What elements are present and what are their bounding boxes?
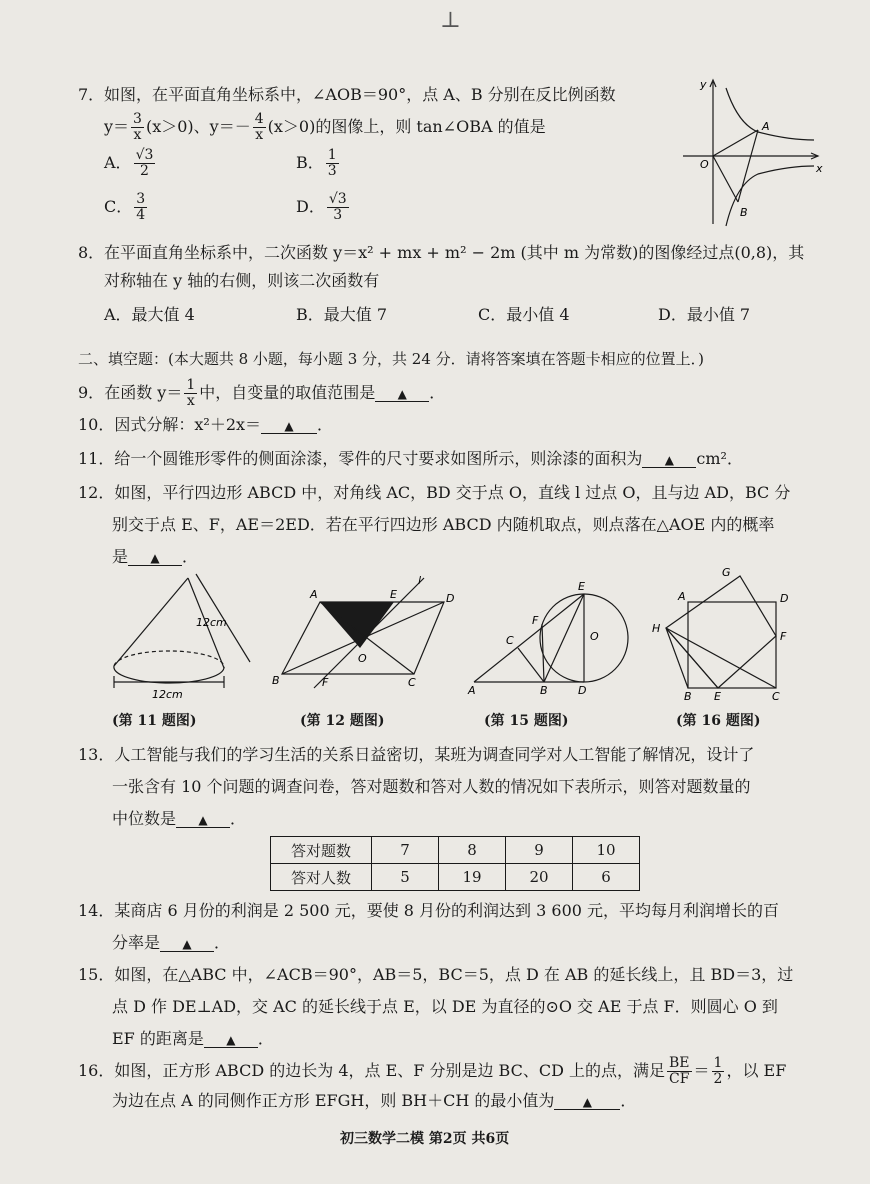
point-a-label: A xyxy=(762,120,770,133)
figure-15-circle xyxy=(466,578,646,698)
table-cell: 8 xyxy=(439,837,506,864)
table-cell: 答对题数 xyxy=(271,837,372,864)
q8-option-a: A．最大值 4 xyxy=(104,305,195,324)
table-cell: 9 xyxy=(506,837,573,864)
figure-12-parallelogram xyxy=(268,570,468,700)
table-cell: 5 xyxy=(372,864,439,891)
q16-line2: 为边在点 A 的同侧作正方形 EFGH，则 BH＋CH 的最小值为 ▲ ． xyxy=(112,1091,637,1110)
table-row xyxy=(271,837,640,864)
table-cell: 答对人数 xyxy=(271,864,372,891)
y-axis-label: y xyxy=(700,78,707,91)
q7-option-a: A． $\frac{√3}{2}$ xyxy=(104,147,154,179)
q15-line2: 点 D 作 DE⊥AD，交 AC 的延长线于点 E，以 DE 为直径的⊙O 交 AE 于点 F．则圆心 O 到 xyxy=(112,997,778,1016)
table-cell: 20 xyxy=(506,864,573,891)
label: D xyxy=(578,684,587,697)
table-cell: 19 xyxy=(439,864,506,891)
origin-label: O xyxy=(700,158,709,171)
base-diameter-label: 12cm xyxy=(152,688,183,701)
label: B xyxy=(272,674,280,687)
label: E xyxy=(390,588,397,601)
fraction: $\frac{3}{x}$ xyxy=(133,111,142,143)
label: O xyxy=(590,630,599,643)
section-2-title: 二、填空题：(本大题共 8 小题，每小题 3 分，共 24 分．请将答案填在答题卡相应的位置上．) xyxy=(78,350,704,368)
q13-line3: 中位数是 ▲ ． xyxy=(112,809,247,828)
q7-line1: 7．如图，在平面直角坐标系中，∠AOB＝90°，点 A、B 分别在反比例函数 xyxy=(78,82,616,108)
label: F xyxy=(780,630,787,643)
label: B xyxy=(540,684,548,697)
label: B xyxy=(684,690,692,702)
answer-blank: ▲ xyxy=(554,1095,620,1110)
q7-figure xyxy=(678,74,828,234)
table-cell: 6 xyxy=(573,864,640,891)
answer-blank: ▲ xyxy=(160,937,214,952)
page-footer: 初三数学二模 第2页 共6页 xyxy=(340,1131,510,1147)
label: l xyxy=(418,574,422,587)
answer-blank: ▲ xyxy=(642,453,696,468)
q15-line3: EF 的距离是 ▲ ． xyxy=(112,1029,274,1048)
figure-16-squares xyxy=(648,562,808,702)
q9: 9．在函数 y＝ $\frac{1}{x}$ 中，自变量的取值范围是 ▲ ． xyxy=(78,377,446,409)
answer-blank: ▲ xyxy=(261,419,317,434)
label: E xyxy=(714,690,721,702)
q8-number: 8． xyxy=(78,243,105,262)
table-row xyxy=(271,864,640,891)
q7-number: 7． xyxy=(78,85,105,104)
label: D xyxy=(446,592,455,605)
label: F xyxy=(532,614,539,627)
q7-option-d: D． $\frac{√3}{3}$ xyxy=(296,191,347,223)
q8-line2: 对称轴在 y 轴的右侧，则该二次函数有 xyxy=(104,271,380,290)
figure-16-caption: (第 16 题图) xyxy=(676,713,761,729)
table-cell: 7 xyxy=(372,837,439,864)
header-mark: ⊥ xyxy=(440,8,461,33)
label: C xyxy=(506,634,514,647)
x-axis-label: x xyxy=(816,162,823,175)
figure-15-caption: (第 15 题图) xyxy=(484,713,569,729)
figure-11-cone xyxy=(100,570,260,710)
q7-line2: y＝ $\frac{3}{x}$ (x＞0)、y＝－ $\frac{4}{x}$ (x＞0)的图像上，则 tan∠OBA 的值是 xyxy=(104,111,546,143)
fraction: $\frac{4}{x}$ xyxy=(254,111,264,143)
figure-11-caption: (第 11 题图) xyxy=(112,713,197,729)
figure-12-caption: (第 12 题图) xyxy=(300,713,385,729)
q12-line2: 别交于点 E、F，AE＝2ED．若在平行四边形 ABCD 内随机取点，则点落在△AOE 内的概率 xyxy=(112,515,775,534)
q10: 10．因式分解：x²＋2x＝ ▲ ． xyxy=(78,415,334,434)
slant-height-label: 12cm xyxy=(196,616,227,629)
label: C xyxy=(408,676,416,689)
table-cell: 10 xyxy=(573,837,640,864)
q14-line1: 14．某商店 6 月份的利润是 2 500 元，要使 8 月份的利润达到 3 600 元，平均每月利润增长的百 xyxy=(78,901,780,920)
label: D xyxy=(780,592,789,605)
q12-line3: 是 ▲ ． xyxy=(112,547,199,566)
label: O xyxy=(358,652,367,665)
q8-option-b: B．最大值 7 xyxy=(296,305,388,324)
label: A xyxy=(678,590,686,603)
answer-blank: ▲ xyxy=(128,551,182,566)
q12-line1: 12．如图，平行四边形 ABCD 中，对角线 AC，BD 交于点 O，直线 l 过点 O，且与边 AD，BC 分 xyxy=(78,483,791,502)
q8-line1: 8．在平面直角坐标系中，二次函数 y＝x² + mx + m² − 2m (其中 m 为常数)的图像经过点(0,8)，其 xyxy=(78,240,804,266)
q15-line1: 15．如图，在△ABC 中，∠ACB＝90°，AB＝5，BC＝5，点 D 在 AB 的延长线上，且 BD＝3，过 xyxy=(78,965,794,984)
label: E xyxy=(578,580,585,593)
q16-line1: 16．如图，正方形 ABCD 的边长为 4，点 E、F 分别是边 BC、CD 上的点，满足 $\frac{BE}{CF}$ ＝ $\frac{1}{2}$ ，以 EF xyxy=(78,1055,787,1087)
q13-line1: 13．人工智能与我们的学习生活的关系日益密切，某班为调查同学对人工智能了解情况，设计了 xyxy=(78,745,755,764)
label: G xyxy=(722,566,731,579)
point-b-label: B xyxy=(740,206,748,219)
label: H xyxy=(652,622,661,635)
q7-option-c: C． $\frac{3}{4}$ xyxy=(104,191,146,223)
q11: 11．给一个圆锥形零件的侧面涂漆，零件的尺寸要求如图所示，则涂漆的面积为 ▲ cm²． xyxy=(78,449,743,468)
q8-option-d: D．最小值 7 xyxy=(658,305,751,324)
q13-table xyxy=(270,836,640,891)
label: A xyxy=(310,588,318,601)
q7-option-b: B． $\frac{1}{3}$ xyxy=(296,147,337,179)
q8-option-c: C．最小值 4 xyxy=(478,305,570,324)
label: A xyxy=(468,684,476,697)
answer-blank: ▲ xyxy=(375,387,429,402)
q13-line2: 一张含有 10 个问题的调查问卷，答对题数和答对人数的情况如下表所示，则答对题数量的 xyxy=(112,777,751,796)
answer-blank: ▲ xyxy=(204,1033,258,1048)
label: C xyxy=(772,690,780,702)
label: F xyxy=(322,676,329,689)
answer-blank: ▲ xyxy=(176,813,230,828)
q14-line2: 分率是 ▲ ． xyxy=(112,933,231,952)
